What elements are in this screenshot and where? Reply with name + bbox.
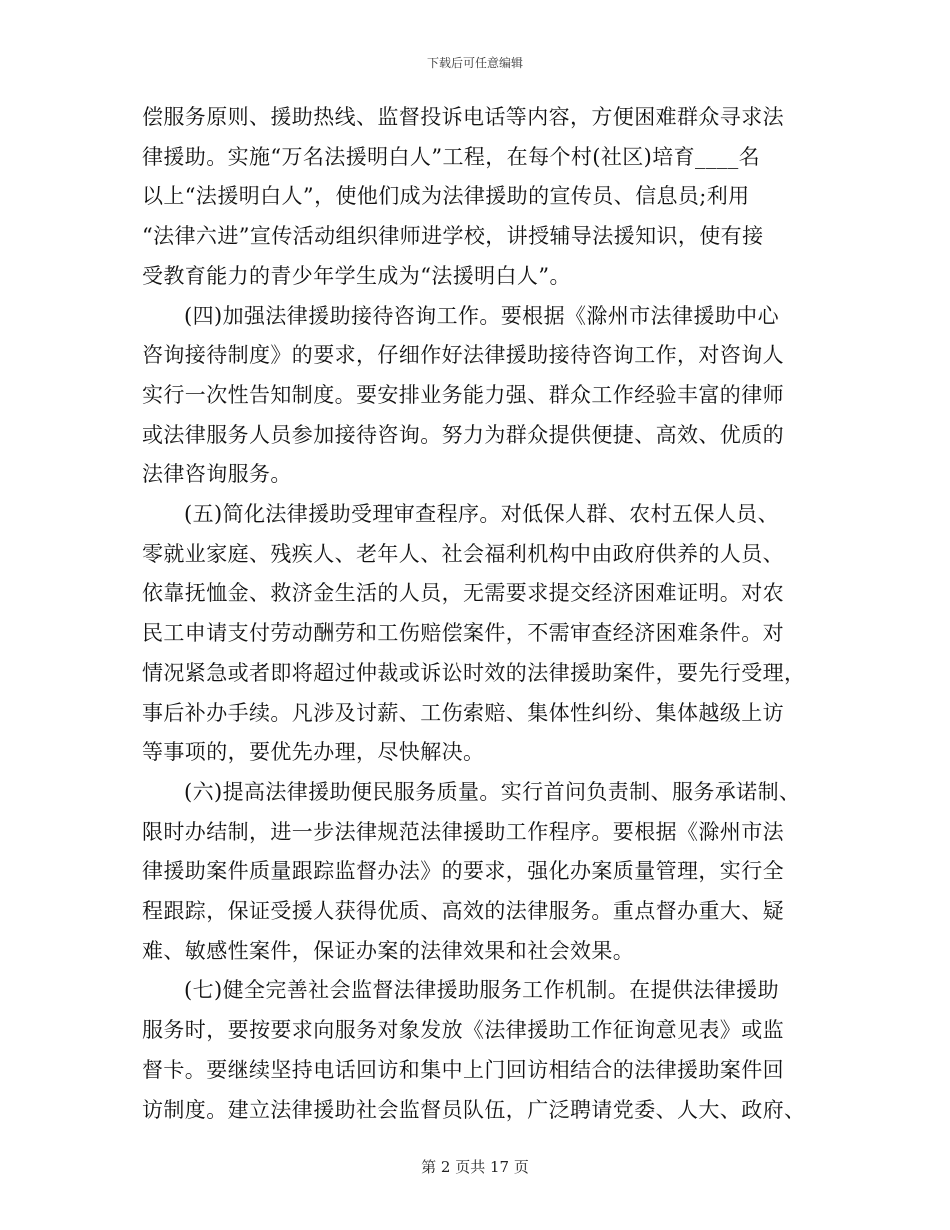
text-line: 零就业家庭、残疾人、老年人、社会福利机构中由政府供养的人员、 bbox=[142, 541, 784, 566]
section-heading-line: (五)简化法律援助受理审查程序。对低保人群、农村五保人员、 bbox=[184, 502, 779, 527]
section-heading-line: (四)加强法律援助接待咨询工作。要根据《滁州市法律援助中心 bbox=[184, 303, 779, 328]
text-line: 受教育能力的青少年学生成为“法援明白人”。 bbox=[142, 263, 571, 288]
text-line: 限时办结制，进一步法律规范法律援助工作程序。要根据《滁州市法 bbox=[142, 819, 784, 844]
text-line: 法律咨询服务。 bbox=[142, 462, 292, 487]
text-line: 程跟踪，保证受援人获得优质、高效的法律服务。重点督办重大、疑 bbox=[142, 899, 784, 924]
text-line: 实行一次性告知制度。要安排业务能力强、群众工作经验丰富的律师 bbox=[142, 382, 784, 407]
text-line: 访制度。建立法律援助社会监督员队伍，广泛聘请党委、人大、政府、 bbox=[142, 1097, 806, 1122]
page-number-footer: 第 2 页共 17 页 bbox=[421, 1158, 529, 1176]
text-line: 民工申请支付劳动酬劳和工伤赔偿案件，不需审查经济困难条件。对 bbox=[142, 621, 784, 646]
section-heading-line: (七)健全完善社会监督法律援助服务工作机制。在提供法律援助 bbox=[184, 978, 779, 1003]
text-line: “法律六进”宣传活动组织律师进学校，讲授辅导法援知识，使有接 bbox=[142, 224, 764, 249]
text-line: 难、敏感性案件，保证办案的法律效果和社会效果。 bbox=[142, 938, 635, 963]
text-line: 督卡。要继续坚持电话回访和集中上门回访相结合的法律援助案件回 bbox=[142, 1057, 784, 1082]
text-line: 或法律服务人员参加接待咨询。努力为群众提供便捷、高效、优质的 bbox=[142, 422, 784, 447]
text-line: 偿服务原则、援助热线、监督投诉电话等内容，方便困难群众寻求法 bbox=[142, 105, 784, 129]
text-line: 等事项的，要优先办理，尽快解决。 bbox=[142, 740, 485, 765]
text-line: 事后补办手续。凡涉及讨薪、工伤索赔、集体性纠纷、集体越级上访 bbox=[142, 700, 784, 725]
text-line: 以上“法援明白人”，使他们成为法律援助的宣传员、信息员;利用 bbox=[142, 184, 750, 209]
text-line: 依靠抚恤金、救济金生活的人员，无需要求提交经济困难证明。对农 bbox=[142, 581, 784, 606]
text-line: 情况紧急或者即将超过仲裁或诉讼时效的法律援助案件，要先行受理， bbox=[142, 660, 806, 685]
text-line: 服务时，要按要求向服务对象发放《法律援助工作征询意见表》或监 bbox=[142, 1018, 784, 1043]
header-note: 下载后可任意编辑 bbox=[426, 56, 523, 70]
text-line: 律援助案件质量跟踪监督办法》的要求，强化办案质量管理，实行全 bbox=[142, 859, 784, 884]
text-line: 律援助。实施“万名法援明白人”工程，在每个村(社区)培育____名 bbox=[142, 144, 761, 169]
text-line: 咨询接待制度》的要求，仔细作好法律援助接待咨询工作，对咨询人 bbox=[142, 343, 784, 368]
body-text bbox=[142, 98, 812, 1130]
section-heading-line: (六)提高法律援助便民服务质量。实行首问负责制、服务承诺制、 bbox=[184, 779, 801, 804]
